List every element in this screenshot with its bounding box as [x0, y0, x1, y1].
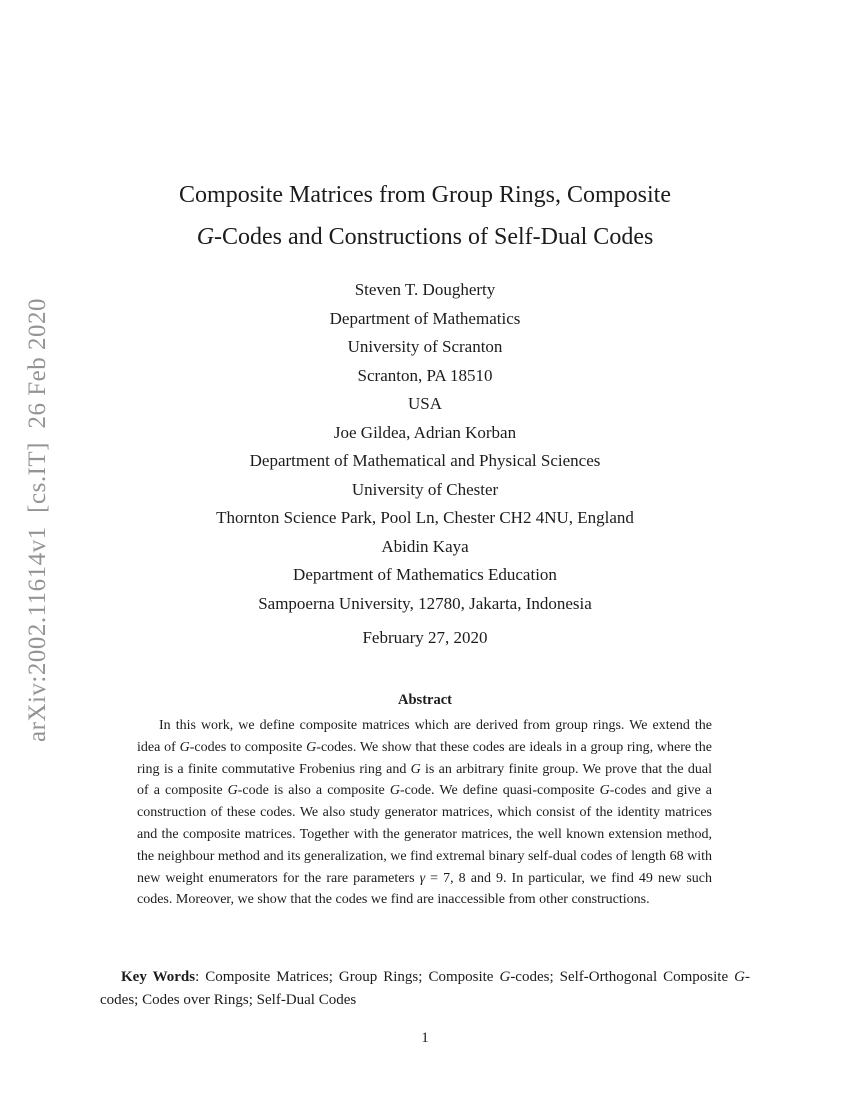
- author-affiliation: Department of Mathematical and Physical Sciences: [249, 451, 601, 470]
- author-name: Abidin Kaya: [381, 536, 469, 556]
- page-number: 1: [421, 1030, 429, 1046]
- paper-title: [0, 174, 850, 258]
- title-line-1: Composite Matrices from Group Rings, Composite: [179, 182, 671, 208]
- author-address: Sampoerna University, 12780, Jakarta, Indonesia: [258, 593, 592, 613]
- arxiv-watermark: arXiv:2002.11614v1 [cs.IT] 26 Feb 2020: [24, 297, 51, 743]
- author-affiliation: University of Chester: [351, 479, 499, 499]
- author-affiliation: Department of Mathematics Education: [293, 565, 557, 584]
- author-address: Thornton Science Park, Pool Ln, Chester CH2 4NU, England: [216, 508, 634, 527]
- author-block: [0, 276, 850, 618]
- author-country: USA: [407, 394, 442, 413]
- author-name: Steven T. Dougherty: [354, 280, 496, 299]
- publication-date: February 27, 2020: [362, 628, 488, 647]
- title-line-2: G-Codes and Constructions of Self-Dual Codes: [196, 224, 654, 250]
- keywords-text: Key Words: Composite Matrices; Group Rings; Composite G-codes; Self-Orthogonal Composite G-codes; Codes over Rings; Self-Dual Codes: [100, 969, 750, 1008]
- author-name: Joe Gildea, Adrian Korban: [333, 422, 517, 442]
- abstract-text: In this work, we define composite matrices which are derived from group rings. We extend the idea of G-codes to composite G-codes. We show that these codes are ideals in a group ring, where the ring is a finite commutative Frobenius ring and G is an arbitrary finite group. We prove that the dual of a composite G-code is also a composite G-code. We define quasi-composite G-codes and give a construction of these codes. We also study generator matrices, which consist of the identity matrices and the composite matrices. Together with the generator matrices, the well known extension method, the neighbour method and its generalization, we find extremal binary self-dual codes of length 68 with new weight enumerators for the rare parameters γ = 7, 8 and 9. In particular, we find 49 new such codes. Moreover, we show that the codes we find are inaccessible from other constructions.: [137, 718, 713, 908]
- author-affiliation: Department of Mathematics: [329, 308, 521, 328]
- author-affiliation: University of Scranton: [347, 337, 503, 356]
- author-address: Scranton, PA 18510: [357, 365, 493, 385]
- abstract-heading: Abstract: [398, 692, 452, 708]
